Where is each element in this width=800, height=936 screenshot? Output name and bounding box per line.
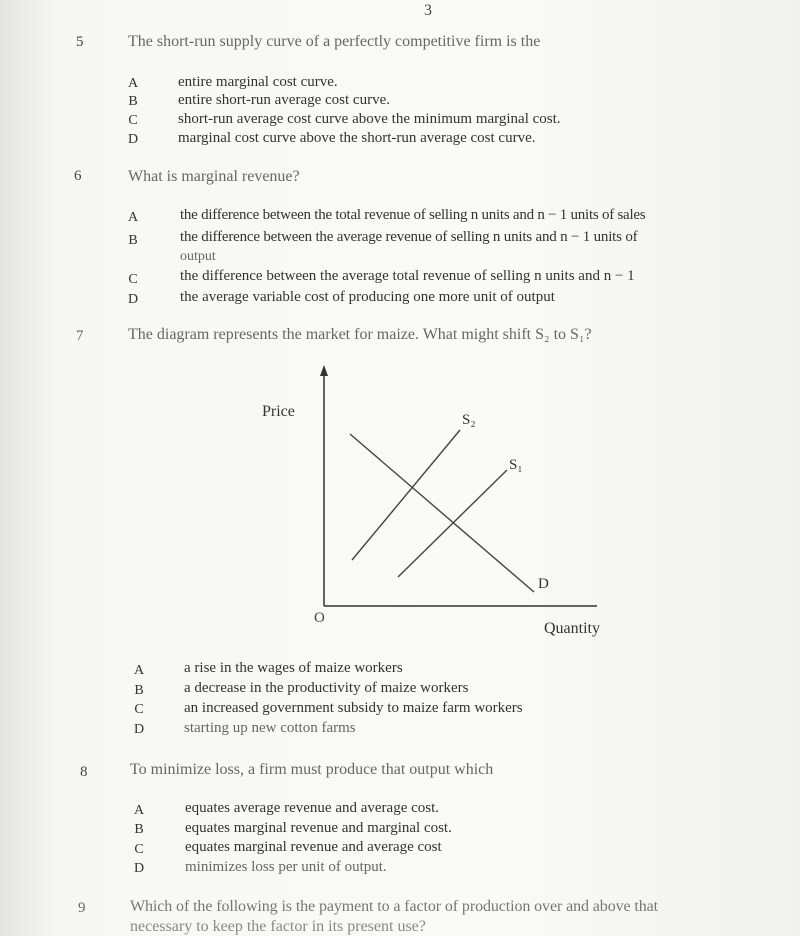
question-text: Which of the following is the payment to a factor of production over and above that xyxy=(130,898,658,915)
option-text: the average variable cost of producing one more unit of output xyxy=(180,289,555,305)
question-text: To minimize loss, a firm must produce that output which xyxy=(130,761,494,778)
option-letter: A xyxy=(127,76,139,91)
option-text: short-run average cost curve above the minimum marginal cost. xyxy=(178,111,561,127)
option-letter: B xyxy=(134,822,144,837)
option-letter: A xyxy=(133,803,145,818)
y-axis-label: Price xyxy=(262,403,295,420)
option-letter: B xyxy=(134,683,144,698)
option-letter: A xyxy=(127,210,139,225)
question-number: 9 xyxy=(78,900,86,916)
page-number: 3 xyxy=(424,2,432,19)
option-letter: B xyxy=(128,233,138,248)
option-letter: B xyxy=(128,94,138,109)
question-number: 6 xyxy=(74,168,82,184)
supply-curve-s1 xyxy=(398,470,507,577)
curve-label-d: D xyxy=(538,576,549,592)
option-letter: C xyxy=(128,113,138,128)
option-text-continuation: output xyxy=(180,249,216,264)
x-axis-label: Quantity xyxy=(544,620,600,637)
option-text: the difference between the average total revenue of selling n units and n − 1 xyxy=(180,268,635,284)
option-letter: D xyxy=(133,861,145,876)
option-text: entire short-run average cost curve. xyxy=(178,92,390,108)
question-number: 7 xyxy=(76,328,84,344)
option-text: marginal cost curve above the short-run average cost curve. xyxy=(178,130,536,146)
curve-label-s1: S₁ xyxy=(509,457,523,473)
option-letter: C xyxy=(134,702,144,717)
question-text-continuation: necessary to keep the factor in its present use? xyxy=(130,918,426,935)
option-letter: D xyxy=(127,292,139,307)
y-axis-arrowhead xyxy=(320,365,328,376)
option-text: the difference between the total revenue of selling n units and n − 1 units of sales xyxy=(180,207,646,223)
option-letter: C xyxy=(134,842,144,857)
option-text: starting up new cotton farms xyxy=(184,720,356,736)
option-text: equates average revenue and average cost. xyxy=(185,800,440,816)
option-text: a rise in the wages of maize workers xyxy=(184,660,403,676)
option-letter: D xyxy=(127,132,139,147)
question-number: 5 xyxy=(76,34,84,50)
option-text: an increased government subsidy to maize farm workers xyxy=(184,700,523,716)
question-text: The diagram represents the market for maize. What might shift S₂ to S₁? xyxy=(128,326,592,343)
option-letter: D xyxy=(133,722,145,737)
option-text: minimizes loss per unit of output. xyxy=(185,859,387,875)
option-letter: C xyxy=(128,272,138,287)
option-text: a decrease in the productivity of maize workers xyxy=(184,680,469,696)
question-text: What is marginal revenue? xyxy=(128,168,300,185)
option-text: the difference between the average revenue of selling n units and n − 1 units of xyxy=(180,229,638,245)
question-number: 8 xyxy=(80,764,88,780)
option-letter: A xyxy=(133,663,145,678)
demand-curve xyxy=(350,434,534,592)
option-text: equates marginal revenue and average cost xyxy=(185,839,442,855)
curve-label-s2: S₂ xyxy=(462,412,476,428)
option-text: entire marginal cost curve. xyxy=(178,74,338,90)
question-text: The short-run supply curve of a perfectly competitive firm is the xyxy=(128,33,541,50)
option-text: equates marginal revenue and marginal cost. xyxy=(185,820,452,836)
origin-label: O xyxy=(314,610,325,626)
